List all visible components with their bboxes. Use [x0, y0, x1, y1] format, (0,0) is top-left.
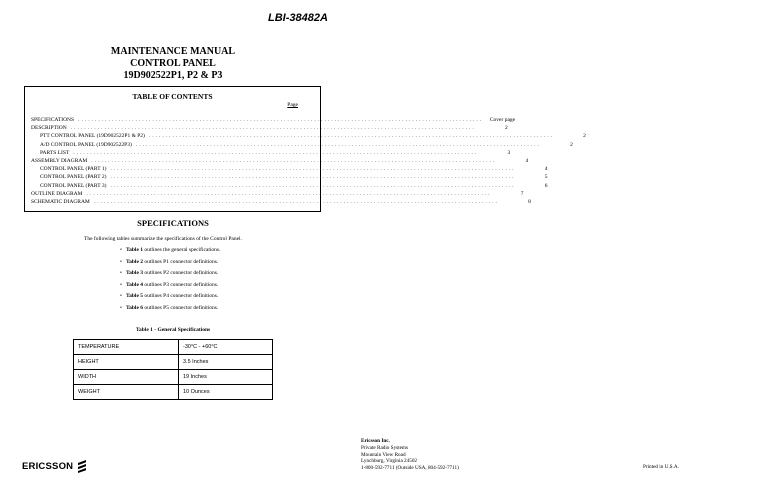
table-reference: Table 1 — [125, 247, 144, 253]
table-list-item — [120, 292, 220, 304]
table-list-item — [120, 258, 220, 270]
toc-entry — [31, 198, 531, 206]
table-description: outlines P5 connector definitions. — [143, 304, 219, 311]
toc-entry-label: DESCRIPTION — [31, 125, 67, 132]
ericsson-logo — [22, 460, 87, 473]
table-reference: Table 3 — [125, 270, 144, 276]
toc-leader-dots: ........................................................................................................................ — [86, 190, 492, 197]
table-row — [74, 370, 273, 385]
toc-entry — [31, 165, 548, 173]
title-line: CONTROL PANEL — [130, 58, 216, 69]
table-reference: Table 4 — [125, 281, 144, 288]
toc-entry-page: 4 — [525, 158, 529, 164]
title-line: MAINTENANCE MANUAL — [110, 46, 236, 57]
spec-value-cell: 19 Inches — [179, 370, 273, 385]
toc-entry-label: PTT CONTROL PANEL (19D902522P1 & P2) — [40, 133, 145, 140]
toc-entry-label: ASSEMBLY DIAGRAM — [31, 158, 88, 164]
toc-entry-label: PARTS LIST — [40, 149, 70, 156]
toc-leader-dots: ........................................................................................................................ — [110, 182, 516, 189]
toc-entry-label: OUTLINE DIAGRAM — [31, 190, 83, 197]
toc-entry-page: 5 — [544, 174, 548, 181]
toc-entry-page: 3 — [507, 149, 511, 156]
table-description: outlines P4 connector definitions. — [143, 293, 219, 299]
toc-entry — [31, 149, 511, 157]
toc-entry-page: 8 — [528, 199, 531, 205]
table-list-item — [120, 269, 220, 281]
toc-leader-dots: ........................................................................................................................ — [93, 199, 499, 205]
toc-leader-dots: ........................................................................................................................ — [73, 149, 479, 156]
toc-heading: TABLE OF CONTENTS — [132, 92, 213, 101]
ericsson-logo-icon — [77, 460, 87, 473]
table-row — [74, 385, 273, 400]
toc-leader-dots: ........................................................................................................................ — [110, 174, 516, 181]
toc-entry — [31, 157, 529, 165]
toc-leader-dots: ........................................................................................................................ — [70, 125, 476, 132]
toc-entry-label: SPECIFICATIONS — [31, 117, 75, 123]
table-caption: Table 1 - General Specifications — [135, 327, 211, 333]
specifications-heading: SPECIFICATIONS — [137, 218, 209, 228]
table-list-item — [120, 304, 220, 316]
spec-name-cell: HEIGHT — [74, 355, 179, 370]
toc-leader-dots: ........................................................................................................................ — [110, 166, 516, 173]
table-of-contents — [24, 86, 586, 212]
title-line: 19D902522P1, P2 & P3 — [123, 70, 223, 81]
toc-entry — [31, 182, 548, 190]
table-description: outlines P1 connector definitions. — [143, 258, 219, 265]
spec-name-cell: TEMPERATURE — [74, 340, 179, 355]
company-name: Ericsson Inc. — [361, 438, 390, 444]
toc-leader-dots: ........................................................................................................................ — [135, 141, 541, 148]
spec-value-cell: 3.5 Inches — [179, 355, 273, 370]
toc-entry-page: Cover page — [489, 117, 516, 123]
toc-entry-page: 4 — [544, 166, 548, 173]
toc-entry-page: 2 — [505, 125, 508, 132]
toc-entry-label: SCHEMATIC DIAGRAM — [31, 199, 90, 205]
contact-line: Mountain View Road — [361, 451, 406, 458]
toc-leader-dots: ........................................................................................................................ — [148, 133, 554, 140]
toc-entry — [31, 116, 516, 124]
toc-entry-page: 2 — [583, 133, 586, 140]
spec-value-cell: 10 Ounces — [179, 385, 273, 400]
contact-line: Private Radio Systems — [361, 444, 408, 451]
contact-block — [361, 438, 459, 472]
toc-entry — [31, 124, 508, 132]
document-number: LBI-38482A — [268, 12, 328, 24]
table-description: outlines P2 connector definitions. — [143, 270, 219, 276]
toc-leader-dots: ........................................................................................................................ — [91, 158, 497, 164]
specifications-intro: The following tables summarize the specifications of the Control Panel. — [84, 236, 242, 242]
toc-entry — [31, 141, 573, 149]
toc-entry — [31, 190, 524, 198]
contact-line: 1-800-592-7711 (Outside USA, 804-592-7711) — [361, 465, 459, 472]
table-row — [74, 355, 273, 370]
spec-name-cell: WEIGHT — [74, 385, 179, 400]
toc-entry-page: 7 — [520, 190, 524, 197]
table-row — [74, 340, 273, 355]
table-list-item — [120, 281, 220, 293]
table-reference: Table 2 — [125, 258, 144, 265]
toc-entry-label: CONTROL PANEL (PART 3) — [40, 182, 107, 189]
table-list-item — [120, 246, 220, 258]
table-description: outlines the general specifications. — [143, 247, 221, 253]
logo-text: ERICSSON — [22, 461, 74, 472]
toc-entry — [31, 132, 586, 140]
toc-entry-label: CONTROL PANEL (PART 1) — [40, 166, 107, 173]
printed-in-label: Printed in U.S.A. — [643, 464, 679, 470]
contact-line: Lynchburg, Virginia 24502 — [361, 458, 418, 465]
toc-entry-label: A/D CONTROL PANEL (19D902522P3) — [40, 141, 132, 148]
table-reference: Table 6 — [125, 304, 144, 311]
table-description: outlines P3 connector definitions. — [143, 281, 219, 288]
spec-value-cell: -30°C - +60°C — [179, 340, 273, 355]
toc-entry-page: 2 — [570, 141, 573, 148]
toc-leader-dots: ........................................................................................................................ — [78, 117, 484, 123]
toc-page-column-label: Page — [287, 102, 298, 108]
toc-entry — [31, 173, 548, 181]
table-reference: Table 5 — [125, 293, 144, 299]
general-specifications-table — [73, 339, 273, 400]
toc-entry-page: 6 — [544, 182, 548, 189]
table-list — [120, 246, 220, 315]
spec-name-cell: WIDTH — [74, 370, 179, 385]
manual-title — [24, 46, 322, 82]
toc-entry-label: CONTROL PANEL (PART 2) — [40, 174, 107, 181]
